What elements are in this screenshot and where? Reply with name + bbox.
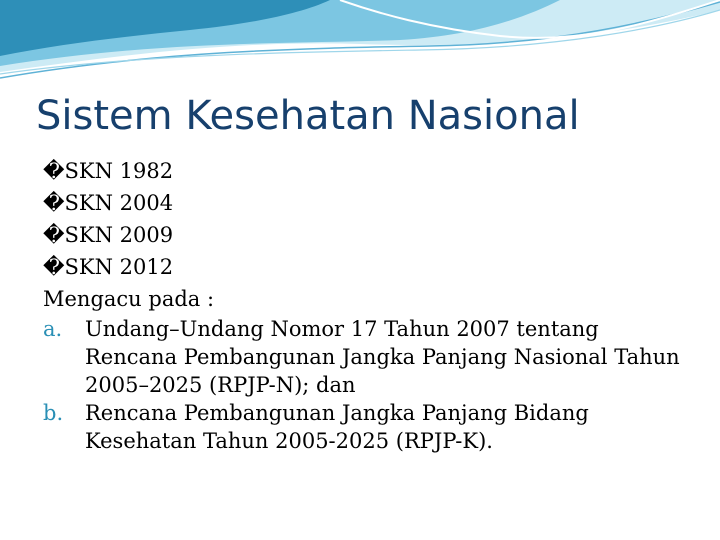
bullet-text: SKN 2004 <box>64 191 174 215</box>
list-item <box>43 315 683 399</box>
slide-body <box>43 155 683 455</box>
bullet-text: SKN 2012 <box>64 255 174 279</box>
bullet-item <box>43 251 683 283</box>
list-marker: a. <box>43 317 63 341</box>
reference-list <box>43 315 683 455</box>
bullet-text: SKN 2009 <box>64 223 174 247</box>
bullet-glyph: � <box>43 191 65 215</box>
bullet-item <box>43 155 683 187</box>
decorative-wave-header <box>0 0 720 90</box>
bullet-glyph: � <box>43 223 65 247</box>
slide-title: Sistem Kesehatan Nasional <box>36 93 580 139</box>
list-item-text: Undang–Undang Nomor 17 Tahun 2007 tentang Rencana Pembangunan Jangka Panjang Nasional Tahun 2005–2025 (RPJP-N); dan <box>85 317 680 397</box>
bullet-glyph: � <box>43 159 65 183</box>
intro-line: Mengacu pada : <box>43 287 215 311</box>
list-item <box>43 399 683 455</box>
bullet-text: SKN 1982 <box>64 159 174 183</box>
list-marker: b. <box>43 401 64 425</box>
list-item-text: Rencana Pembangunan Jangka Panjang Bidang Kesehatan Tahun 2005-2025 (RPJP-K). <box>85 401 589 453</box>
bullet-item <box>43 187 683 219</box>
bullet-item <box>43 219 683 251</box>
bullet-glyph: � <box>43 255 65 279</box>
